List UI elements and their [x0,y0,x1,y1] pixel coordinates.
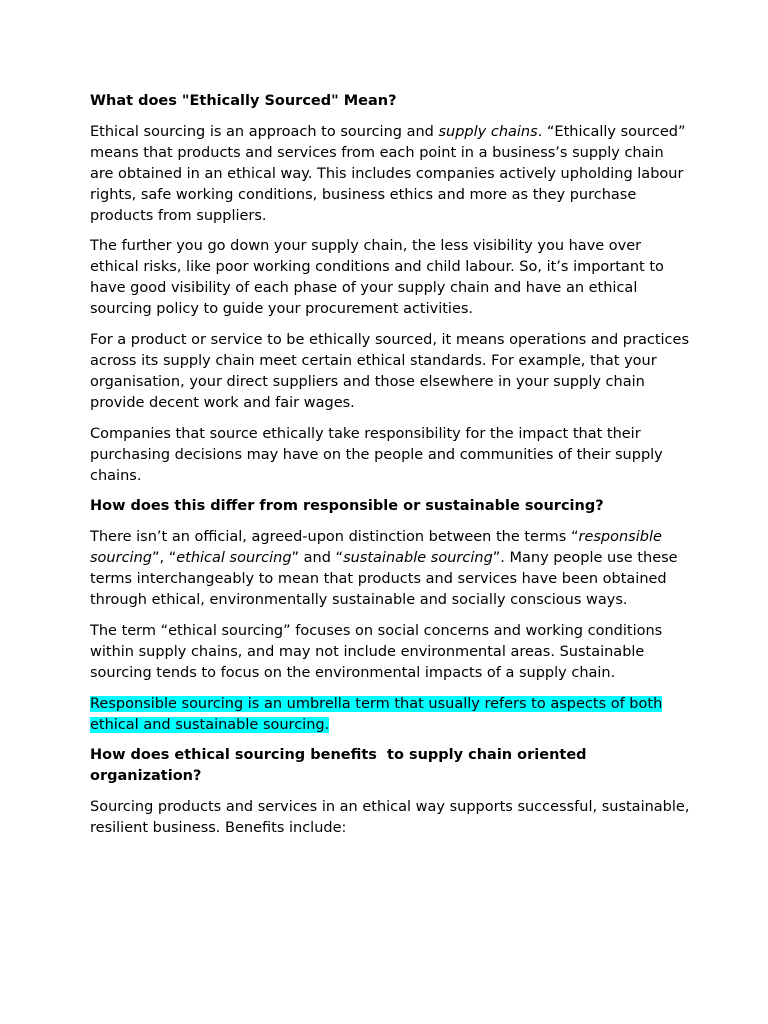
paragraph-responsibility: Companies that source ethically take responsibility for the impact that their purchasing decisions may have on the people and communities of their supply chains. [90,425,663,484]
paragraph-ethical-sourcing-definition [90,122,690,227]
text-run: Ethical sourcing is an approach to sourcing and [90,123,439,140]
highlight-responsible-sourcing: Responsible sourcing [90,695,244,712]
text-run: ”, “ [151,550,177,567]
paragraph-umbrella-term [90,694,690,736]
italic-sustainable-sourcing: sustainable sourcing [343,550,493,567]
paragraph-ethical-vs-sustainable: The term “ethical sourcing” focuses on social concerns and working conditions within supply chains, and may not include environmental areas. Sustainable sourcing tends to focus on the environmental impacts of a supply chain. [90,622,663,681]
text-run: ” and “ [291,550,344,567]
highlight-umbrella-text: is an umbrella term that usually refers to aspects of both ethical and sustainable sourcing. [90,695,663,733]
italic-supply-chains: supply chains [438,123,538,140]
heading-ethically-sourced: What does "Ethically Sourced" Mean? [90,93,397,109]
text-run: ”. Many people use these terms interchangeably to mean that products and services have been obtained through ethical, environmentally sustainable and socially conscious ways. [90,550,678,609]
document-page [90,91,690,849]
paragraph-ethical-standards: For a product or service to be ethically sourced, it means operations and practices across its supply chain meet certain ethical standards. For example, that your organisation, your direct suppliers and those elsewhere in your supply chain provide decent work and fair wages. [90,332,689,411]
italic-ethical-sourcing: ethical sourcing [176,550,292,567]
italic-responsible-sourcing: responsible sourcing [90,529,662,567]
paragraph-terms-distinction [90,527,690,611]
heading-differ-sourcing: How does this differ from responsible or sustainable sourcing? [90,498,604,515]
text-run: There isn’t an official, agreed-upon distinction between the terms “ [90,529,579,546]
heading-benefits: How does ethical sourcing benefits to supply chain oriented organization? [90,747,587,785]
paragraph-benefits-intro: Sourcing products and services in an ethical way supports successful, sustainable, resilient business. Benefits include: [90,799,690,837]
text-run: . “Ethically sourced” means that products and services from each point in a business’s supply chain are obtained in an ethical way. This includes companies actively upholding labour rights, safe working conditions, business ethics and more as they purchase products from suppliers. [90,123,686,224]
paragraph-visibility: The further you go down your supply chain, the less visibility you have over ethical risks, like poor working conditions and child labour. So, it’s important to have good visibility of each phase of your supply chain and have an ethical sourcing policy to guide your procurement activities. [90,238,664,318]
